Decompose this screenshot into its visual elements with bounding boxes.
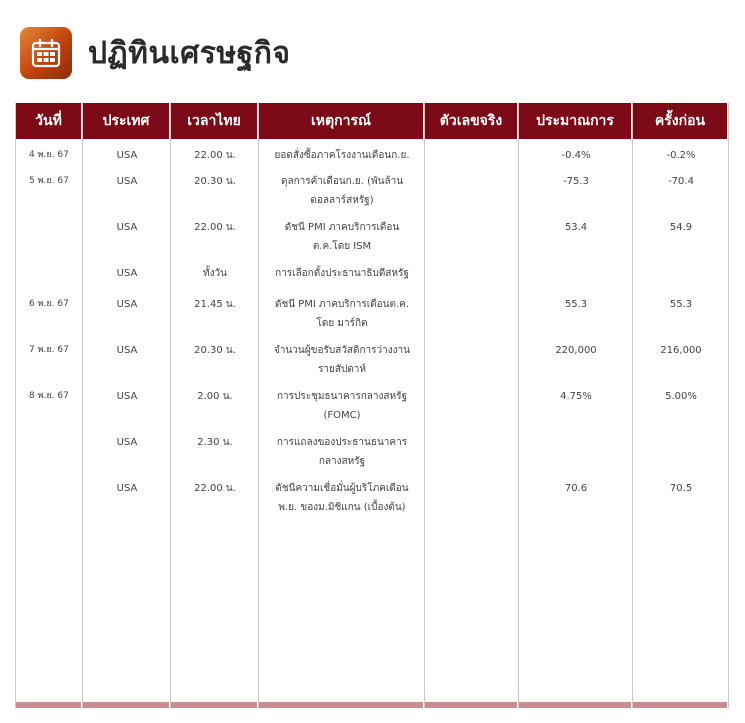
cell-actual xyxy=(425,339,519,379)
cell-previous: 54.9 xyxy=(669,222,693,233)
cell-date: 8 พ.ย. 67 xyxy=(29,391,69,401)
cell-previous xyxy=(633,262,729,283)
cell-event: ดัชนี PMI ภาคบริการเดือนต.ค. โดย มาร์กิต xyxy=(274,299,410,329)
cell-previous: 5.00% xyxy=(665,391,697,402)
cell-country: USA xyxy=(116,299,138,310)
header-previous: ครั้งก่อน xyxy=(633,103,728,139)
cell-time: ทั้งวัน xyxy=(203,268,227,279)
table-row xyxy=(15,431,729,471)
cell-event: จำนวนผู้ขอรับสวัสดิการว่างงานรายสัปดาห์ xyxy=(274,345,410,375)
cell-forecast: 53.4 xyxy=(564,222,588,233)
cell-previous: 70.5 xyxy=(669,483,693,494)
cell-event: ดัชนี PMI ภาคบริการเดือนต.ค.โดย ISM xyxy=(284,222,400,252)
cell-date xyxy=(15,431,83,471)
cell-forecast: 55.3 xyxy=(564,299,588,310)
cell-event: การเลือกตั้งประธานาธิบดีสหรัฐ xyxy=(275,268,409,279)
cell-country: USA xyxy=(116,391,138,402)
cell-previous: 216,000 xyxy=(660,345,702,356)
header-actual: ตัวเลขจริง xyxy=(425,103,518,139)
column-footer-bar xyxy=(259,702,423,708)
cell-forecast: 70.6 xyxy=(564,483,588,494)
cell-actual xyxy=(425,385,519,425)
header-event: เหตุการณ์ xyxy=(259,103,424,139)
header-date: วันที่ xyxy=(16,103,82,139)
cell-forecast: 4.75% xyxy=(560,391,592,402)
cell-country: USA xyxy=(116,345,138,356)
cell-event: ดัชนีความเชื่อมั่นผู้บริโภคเดือนพ.ย. ของม.มิชิแกน (เบื้องต้น) xyxy=(275,483,409,513)
column-footer-bar xyxy=(633,702,727,708)
table-row xyxy=(15,293,729,333)
cell-event: การแถลงของประธานธนาคารกลางสหรัฐ xyxy=(276,437,408,467)
cell-previous: -70.4 xyxy=(668,176,694,187)
cell-date xyxy=(15,262,83,283)
cell-date: 5 พ.ย. 67 xyxy=(29,176,69,186)
cell-country: USA xyxy=(116,222,138,233)
cell-country: USA xyxy=(116,483,138,494)
cell-country: USA xyxy=(116,437,138,448)
calendar-icon xyxy=(20,27,72,79)
cell-actual xyxy=(425,262,519,283)
cell-event: ดุลการค้าเดือนก.ย. (พันล้านดอลลาร์สหรัฐ) xyxy=(280,176,404,206)
cell-actual xyxy=(425,477,519,517)
cell-country: USA xyxy=(116,268,138,279)
table-row xyxy=(15,477,729,517)
cell-country: USA xyxy=(116,176,138,187)
cell-date: 6 พ.ย. 67 xyxy=(29,299,69,309)
cell-actual xyxy=(425,216,519,256)
cell-time: 20.30 น. xyxy=(194,176,236,187)
cell-date xyxy=(15,477,83,517)
column-footer-bar xyxy=(425,702,517,708)
cell-time: 22.00 น. xyxy=(194,483,236,494)
cell-actual xyxy=(425,293,519,333)
column-footer-bar xyxy=(83,702,169,708)
cell-previous: 55.3 xyxy=(669,299,693,310)
cell-event: การประชุมธนาคารกลางสหรัฐ (FOMC) xyxy=(276,391,407,421)
cell-actual xyxy=(425,431,519,471)
cell-actual xyxy=(425,144,519,165)
cell-previous: -0.2% xyxy=(666,150,696,161)
cell-event: ยอดสั่งซื้อภาคโรงงานเดือนก.ย. xyxy=(274,150,410,161)
table-row xyxy=(15,262,729,283)
column-footer-bar xyxy=(16,702,81,708)
table-row xyxy=(15,385,729,425)
cell-time: 22.00 น. xyxy=(194,222,236,233)
cell-forecast: -0.4% xyxy=(561,150,591,161)
page-title: ปฏิทินเศรษฐกิจ xyxy=(88,35,291,71)
cell-date xyxy=(15,216,83,256)
header-forecast: ประมาณการ xyxy=(519,103,632,139)
cell-forecast: -75.3 xyxy=(563,176,589,187)
cell-time: 21.45 น. xyxy=(194,299,236,310)
cell-actual xyxy=(425,170,519,210)
table-row xyxy=(15,144,729,165)
column-footer-bar xyxy=(519,702,631,708)
cell-previous xyxy=(633,431,729,471)
cell-time: 22.00 น. xyxy=(194,150,236,161)
cell-date: 4 พ.ย. 67 xyxy=(29,150,69,160)
cell-time: 20.30 น. xyxy=(194,345,236,356)
header-time: เวลาไทย xyxy=(171,103,258,139)
cell-time: 2.30 น. xyxy=(197,437,233,448)
cell-country: USA xyxy=(116,150,138,161)
table-row xyxy=(15,216,729,256)
cell-forecast xyxy=(519,431,633,471)
cell-forecast xyxy=(519,262,633,283)
page-header xyxy=(20,26,290,80)
table-row xyxy=(15,339,729,379)
economic-calendar-table xyxy=(15,103,729,708)
cell-date: 7 พ.ย. 67 xyxy=(29,345,69,355)
cell-forecast: 220,000 xyxy=(555,345,597,356)
header-country: ประเทศ xyxy=(83,103,170,139)
table-row xyxy=(15,170,729,210)
cell-time: 2.00 น. xyxy=(197,391,233,402)
column-footer-bar xyxy=(171,702,257,708)
